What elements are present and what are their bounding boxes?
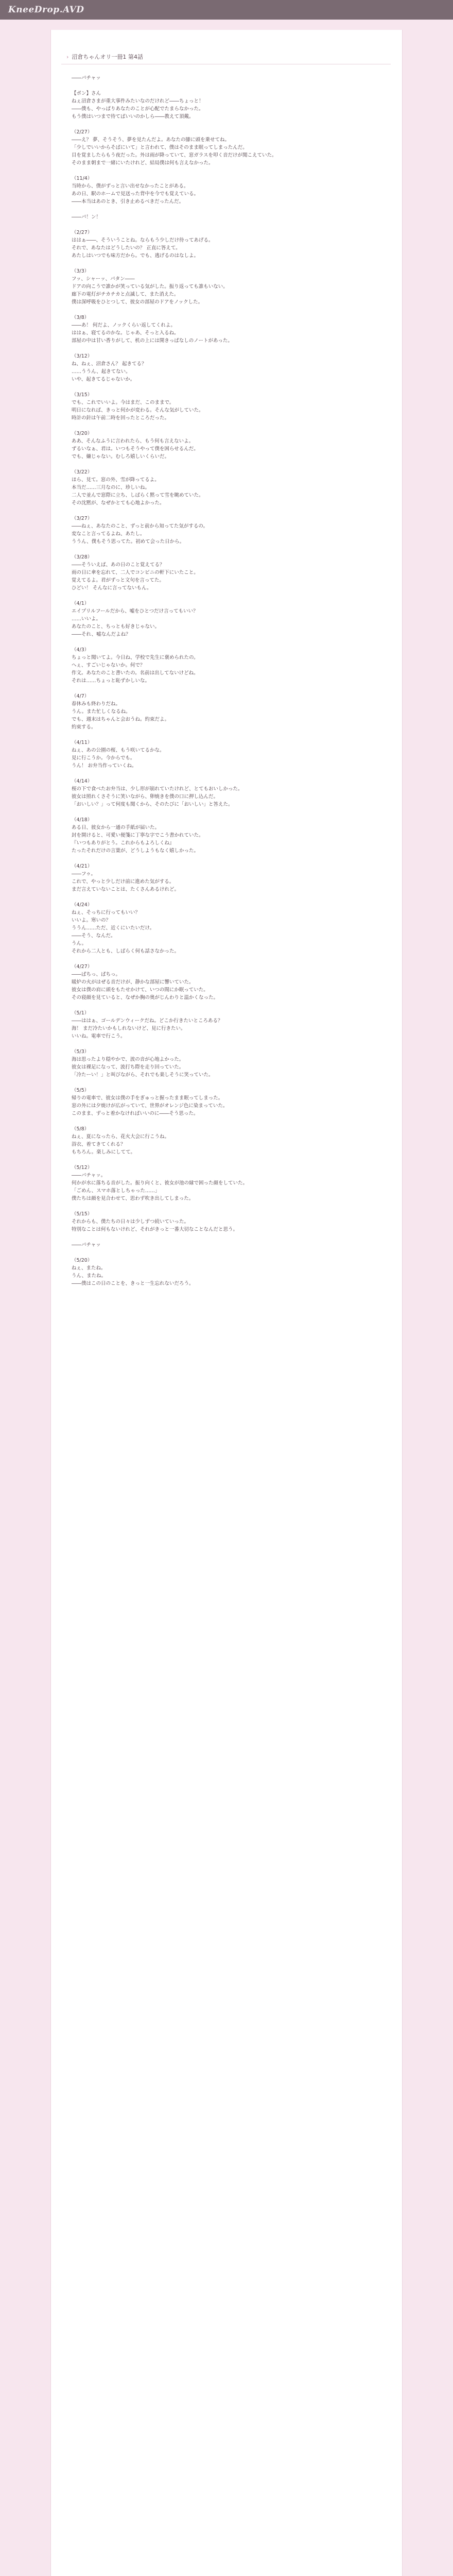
title-bullet-icon: › [66,54,69,60]
story-line: 僕は深呼吸をひとつして、彼女の部屋のドアをノックした。 [72,299,203,305]
story-line: それからも、僕たちの日々は少しずつ続いていった。 [72,1219,189,1225]
story-line: たったそれだけの言葉が、どうしようもなく嬉しかった。 [72,848,199,854]
story-line: 覚えてるよ。君がずっと文句を言ってた。 [72,578,164,583]
story-line: （3/28） [72,554,93,560]
story-line: （4/27） [72,964,93,970]
story-line: 本当だ……三月なのに、珍しいね。 [72,485,150,490]
story-line: 当時から、僕がずっと言い出せなかったことがある。 [72,183,189,189]
story-line: ねぇ、あの公園の桜、もう咲いてるかな。 [72,748,165,753]
story-line: 窓の外には夕焼けが広がっていて、世界がオレンジ色に染まっていた。 [72,1103,228,1109]
story-paragraph [72,739,380,770]
story-paragraph [72,963,380,1002]
story-line: （4/21） [72,863,93,869]
story-line: まだ言えていないことは、たくさんあるけれど。 [72,887,180,892]
story-line: （2/27） [72,230,93,235]
story-line: ――あ！ 何だよ、ノックくらい返してくれよ。 [72,323,176,328]
story-line: ――それ、嘘なんだよね？ [72,632,131,637]
story-line: 変なこと言ってるよね、あたし。 [72,531,145,537]
story-line: ――ははぁ、ゴールデンウィークだね。どこか行きたいところある？ [72,1018,223,1024]
story-line: あの日、駅のホームで見送った背中を今でも覚えている。 [72,191,199,197]
story-line: ううん、僕もそう思ってた。初めて会った日から。 [72,539,185,545]
story-line: （11/4） [72,176,93,181]
story-line: でも、週末はちゃんと会おうね。約束だよ。 [72,717,170,722]
story-line: うん。また忙しくなるね。 [72,709,131,715]
story-line: ――パチャッ。 [72,1173,106,1178]
story-line: （3/3） [72,268,90,274]
story-line: その沈黙が、なぜかとても心地よかった。 [72,500,165,506]
story-line: 部屋の中は甘い香りがして、机の上には開きっぱなしのノートがあった。 [72,338,233,344]
story-line: 浴衣、着てきてくれる？ [72,1142,126,1147]
story-line: 作文。あなたのこと書いたの。名前は出してないけどね。 [72,670,199,676]
story-paragraph [72,1048,380,1079]
story-line: （4/11） [72,740,93,745]
story-line: （3/27） [72,516,93,521]
story-line: 彼女は僕の肩に頭をもたせかけて、いつの間にか眠っていた。 [72,987,208,993]
story-paragraph [72,553,380,592]
story-line: もう僕はいつまで待てばいいのかしら――教えて頂戴。 [72,114,194,120]
story-line: ――パ！ン！ [72,214,101,220]
story-line: いいよ。寒いの？ [72,918,111,923]
story-paragraph [72,391,380,422]
story-line: ……いいよ。 [72,616,101,622]
story-line: （3/12） [72,353,93,359]
story-line: うん。 [72,941,87,946]
story-line: 暖炉の火がはぜる音だけが、静かな部屋に響いていた。 [72,979,194,985]
story-line: 「おいしい？」って何度も聞くから、そのたびに「おいしい」と答えた。 [72,802,233,807]
story-line: その寝顔を見ていると、なぜか胸の奥がじんわりと温かくなった。 [72,995,219,1001]
story-line: ひどい！ そんなに言ってないもん。 [72,585,152,591]
story-line: 「少しでいいからそばにいて」と言われて、僕はそのまま眠ってしまったんだ。 [72,145,248,150]
story-paragraph [72,1164,380,1202]
story-line: 二人で並んで窓際に立ち、しばらく黙って雪を眺めていた。 [72,493,204,498]
story-line: 彼女は照れくさそうに笑いながら、卵焼きを僕の口に押し込んだ。 [72,794,219,800]
story-line: 春休みも終わりだね。 [72,701,121,707]
story-line: ね、ねぇ、沼倉さん？ 起きてる？ [72,361,147,367]
story-line: （4/24） [72,902,93,908]
story-paragraph [72,1009,380,1040]
chapter-title-text: 沼倉ちゃんオリ一冊1 第4話 [72,54,143,60]
story-line: ねぇ沼倉さまが重大事件みたいなのだけれど――ちょっと！ [72,98,204,104]
story-line: 「冷たーい！」と叫びながら、それでも楽しそうに笑っていた。 [72,1072,214,1078]
story-line: （4/7） [72,693,90,699]
story-line: フッ、シャーッ、パタン―― [72,276,135,282]
story-line: 特別なことは何もないけれど、それがきっと一番大切なことなんだと思う。 [72,1227,238,1232]
story-line: ――僕はこの日のことを、きっと一生忘れないだろう。 [72,1281,194,1286]
story-line: （5/12） [72,1165,93,1171]
story-paragraph [72,816,380,855]
story-line: ――パチャッ [72,1242,101,1248]
story-line: ねぇ、そっちに行ってもいい？ [72,910,141,916]
story-line: 帰りの電車で、彼女は僕の手をぎゅっと握ったまま眠ってしまった。 [72,1095,223,1101]
story-paragraph [72,1241,380,1249]
story-line: 廊下の電灯がチカチカと点滅して、また消えた。 [72,292,179,297]
story-line: あたしはいつでも味方だから。でも、逃げるのはなしよ。 [72,253,199,259]
story-line: あなたのこと、ちっとも好きじゃない。 [72,624,160,630]
story-line: 目を覚ましたらもう夜だった。外は雨が降っていて、窓ガラスを叩く音だけが聞こえていた。 [72,152,277,158]
story-line: 海は思ったより穏やかで、波の音が心地よかった。 [72,1057,184,1062]
story-paragraph [72,862,380,893]
story-line: このまま、ずっと着かなければいいのに――そう思った。 [72,1111,199,1116]
story-line: これで、やっと少しだけ前に進めた気がする。 [72,879,175,885]
story-line: ううん……ただ、近くにいたいだけ。 [72,925,155,931]
site-logo[interactable]: KneeDrop.AVD [8,5,84,15]
story-line: ねぇ、夏になったら、花火大会に行こうね。 [72,1134,170,1140]
story-line: （5/15） [72,1211,93,1217]
story-line: （4/14） [72,778,93,784]
story-line: 見に行こうか。今からでも。 [72,755,135,761]
story-line: それで、あなたはどうしたいの？ 正直に答えて。 [72,245,181,251]
story-line: へぇ、すごいじゃないか。何で？ [72,663,145,668]
story-line: ずるいなぁ、君は。いつもそうやって僕を困らせるんだ。 [72,446,199,452]
story-line: ああ、そんなふうに言われたら、もう何も言えないよ。 [72,438,194,444]
story-paragraph [72,314,380,345]
story-line: （3/22） [72,469,93,475]
story-paragraph [72,468,380,507]
story-line: ――そういえば、あの日のこと覚えてる？ [72,562,165,568]
story-paragraph [72,1125,380,1156]
story-line: もちろん。楽しみにしてて。 [72,1149,135,1155]
story-line: ――え？ 夢、そうそう、夢を見たんだよ。あなたの膝に頭を乗せてね。 [72,137,230,143]
story-line: 封を開けると、可愛い便箋に丁寧な字でこう書かれていた。 [72,833,204,838]
story-line: ――僕も、やっぱりあなたのことが心配でたまらなかった。 [72,106,204,112]
story-line: 約束する。 [72,724,96,730]
story-line: ――パチャッ [72,75,101,81]
content-page [50,30,403,2576]
story-line: 彼女は裸足になって、波打ち際を走り回っていた。 [72,1064,184,1070]
story-paragraph [72,175,380,206]
story-line: （5/5） [72,1088,90,1093]
story-line: 雨の日に傘を忘れて、二人でコンビニの軒下にいたこと。 [72,570,199,575]
story-line: ――そう、なんだ。 [72,933,116,939]
story-line: 【ポン】さん [72,91,101,96]
story-paragraph [72,1257,380,1287]
story-line: ……ううん、起きてない。 [72,369,131,375]
story-paragraph [72,600,380,638]
story-paragraph [72,901,380,955]
story-paragraph [72,430,380,461]
story-line: （3/8） [72,315,90,320]
story-line: いや、起きてるじゃないか。 [72,377,135,382]
story-line: ――ねぇ、あなたのこと、ずっと前から知ってた気がするの。 [72,523,208,529]
story-line: それから二人とも、しばらく何も話さなかった。 [72,948,180,954]
story-line: （5/1） [72,1010,90,1016]
story-line: ちょっと聞いてよ。今日ね、学校で先生に褒められたの。 [72,655,199,660]
site-header [0,0,453,20]
story-paragraph [72,1210,380,1233]
story-line: ねぇ、またね。 [72,1265,106,1271]
story-paragraph [72,128,380,167]
story-line: でも、これでいいよ。今はまだ、このままで。 [72,400,175,405]
story-line: うん、またね。 [72,1273,107,1279]
story-body [72,74,380,1295]
story-line: （5/3） [72,1049,90,1055]
story-paragraph [72,213,380,221]
story-line: （4/18） [72,817,93,823]
story-line: 明日になれば、きっと何かが変わる。そんな気がしていた。 [72,408,204,413]
story-line: （3/15） [72,392,93,398]
story-line: （4/3） [72,647,90,653]
story-line: ははぁ、寝てるのかな。じゃあ、そっと入るね。 [72,330,179,336]
story-line: うん！ お弁当作っていくね。 [72,763,137,769]
story-line: 僕たちは顔を見合わせて、思わず吹き出してしまった。 [72,1196,194,1201]
story-line: そのまま朝まで一緒にいたけれど、結局僕は何も言えなかった。 [72,160,214,166]
story-paragraph [72,74,380,82]
story-line: ほら、見て。窓の外、雪が降ってるよ。 [72,477,160,483]
story-line: （5/8） [72,1126,90,1132]
story-paragraph [72,692,380,731]
story-line: （4/1） [72,601,90,606]
story-line: それは……ちょっと恥ずかしいな。 [72,678,150,684]
story-paragraph [72,229,380,260]
story-paragraph [72,90,380,121]
story-line: （2/27） [72,129,93,135]
story-line: 「ごめん、スマホ落としちゃった……」 [72,1188,160,1194]
story-paragraph [72,267,380,306]
story-line: でも、嫌じゃない。むしろ嬉しいくらいだ。 [72,454,170,460]
story-line: いいね。電車で行こう。 [72,1033,126,1039]
story-paragraph [72,352,380,383]
story-line: 時計の針は午前二時を回ったところだった。 [72,415,170,421]
story-line: ある日、彼女から一通の手紙が届いた。 [72,825,160,831]
story-line: （3/20） [72,431,93,436]
story-line: ――ぱちっ、ぱちっ。 [72,972,121,977]
story-paragraph [72,1087,380,1117]
story-line: 何かが水に落ちる音がした。振り向くと、彼女が池の縁で困った顔をしていた。 [72,1180,248,1186]
story-line: ――本当はあのとき、引き止めるべきだったんだ。 [72,199,184,205]
story-line: ドアの向こうで誰かが笑っている気がした。振り返っても誰もいない。 [72,284,228,290]
story-paragraph [72,646,380,685]
story-line: 『いつもありがとう。これからもよろしくね』 [72,840,175,846]
chapter-title [66,53,143,61]
story-line: 海！ まだ冷たいかもしれないけど、見に行きたい。 [72,1026,186,1031]
story-line: ――フゥ。 [72,871,96,877]
story-paragraph [72,515,380,546]
story-paragraph [72,777,380,808]
story-line: ははぁ――、そういうことね。ならもう少しだけ待ってあげる。 [72,238,214,243]
story-line: （5/20） [72,1258,93,1263]
story-line: エイプリルフールだから、嘘をひとつだけ言ってもいい？ [72,608,198,614]
story-line: 桜の下で食べたお弁当は、少し形が崩れていたけれど、とてもおいしかった。 [72,786,243,792]
